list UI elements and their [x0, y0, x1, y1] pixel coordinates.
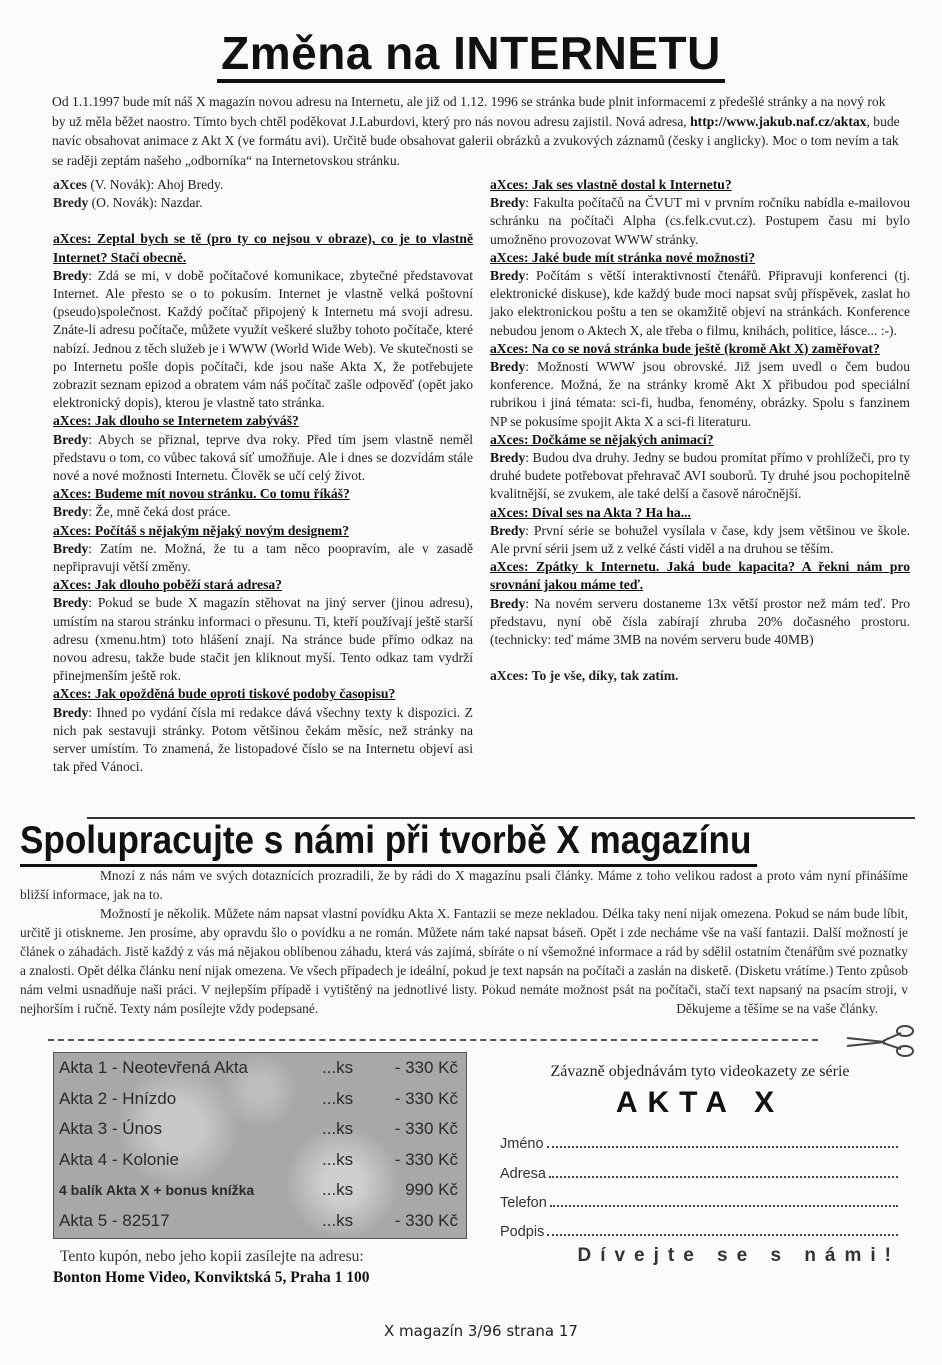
- intro-text: Od 1.1.1997 bude mít náš X magazín novou adresu na Internetu, ale již od 1.12. 1996 se stránka bude plnit informacemi z předešlé stránky a na nový rok by už měla běžet naostro. Tímto bych chtěl poděkovat J.Laburdovi, který pro nás novou adresu zajistil. Nová adresa,: [52, 94, 886, 129]
- speaker: Bredy: [490, 359, 526, 375]
- slogan: Dívejte se s námi!: [577, 1245, 900, 1266]
- question: aXces: Počítáš s nějakým nějaký novým designem?: [53, 522, 350, 538]
- closing-line: aXces: To je vše, díky, tak zatím.: [490, 668, 679, 684]
- answer-text: : Pokud se bude X magazín stěhovat na jiný server (jinou adresu), umístím na starou stránku informaci o přesunu. Ti, kteří používají ještě starší adresu (xmenu.htm) toto hlášení znají. Na stránce bude přímo odkaz na novou adresu, takže bude stačit jen kliknout myší. Tento odkaz tam vydrží přinejmenším ještě rok.: [53, 595, 473, 684]
- interview-left-column: [53, 176, 473, 777]
- speaker: Bredy: [490, 595, 526, 611]
- answer-text: : Zatím ne. Možná, že tu a tam něco poopravím, ale v zasadě nepřipravuji větší změny.: [53, 540, 473, 575]
- question: aXces: Díval ses na Akta ? Ha ha...: [490, 504, 691, 520]
- order-heading: Závazně objednávám tyto videokazety ze série: [550, 1063, 850, 1080]
- article-intro: [52, 92, 902, 170]
- question: aXces: Jak opožděná bude oproti tiskové podoby časopisu?: [53, 686, 396, 702]
- greeting-bredy: [53, 194, 473, 212]
- answer-text: : Fakulta počítačů na ČVUT mi v prvním ročníku nabídla e-mailovou schránku na počítači Alpha (cs.felk.cvut.cz). Postupem času mi bylo umožněno provozovat WWW stránky.: [490, 195, 910, 247]
- spacer: [490, 649, 910, 667]
- answer-text: : Abych se přiznal, teprve dva roky. Před tím jsem vlastně neměl představu o tom, co vůbec taková síť umožňuje. Ale i dnes se dozvídám stále nové a nové možnosti Internetu. Člověk se učí celý život.: [53, 431, 473, 484]
- article-title: [0, 26, 942, 80]
- product-price: - 330 Kč: [394, 1119, 458, 1138]
- answer: [490, 449, 910, 504]
- answer-text: : Ihned po vydání čísla mi redakce dává všechny texty k dispozici. Z nich pak sestavuji stránky. Potom většinou čekám měsíc, než stránky na server umístím. To znamená, že listopadové číslo se na Internetu objeví asi tak před Vánoci.: [53, 704, 473, 775]
- speaker: Bredy: [490, 268, 526, 284]
- product-price: 990 Kč: [405, 1180, 458, 1199]
- question: aXces: Zeptal bych se tě (pro ty co nejsou v obraze), co je to vlastně Internet? Stačí obecně.: [53, 231, 473, 265]
- speaker: Bredy: [490, 522, 526, 538]
- field-line[interactable]: [549, 1175, 898, 1178]
- answer: [53, 594, 473, 685]
- qa-list-right: [490, 176, 910, 649]
- price-row: [54, 1084, 466, 1115]
- intro-text-cont: , bude navíc obsahovat animace z Akt X (ve formátu avi). Určitě bude obsahovat galerii obrázků a zvukových záznamů (česky i anglicky). Moc o tom nevím a tak se raději zeptám našeho „odborníka“ na Internetovskou stránku.: [52, 113, 900, 168]
- product-name: 4 balík Akta X + bonus knížka: [59, 1182, 255, 1198]
- price-list: [53, 1052, 467, 1239]
- field-label: Adresa: [500, 1166, 546, 1182]
- answer: [53, 503, 473, 521]
- interview-right-column: [490, 176, 910, 685]
- speaker: Bredy: [53, 267, 89, 283]
- scissors-icon: [845, 1024, 915, 1058]
- product-name: Akta 3 - Únos: [59, 1119, 162, 1138]
- quantity-blank[interactable]: ...ks: [322, 1210, 354, 1230]
- name-field[interactable]: [500, 1124, 898, 1152]
- product-name: Akta 2 - Hnízdo: [59, 1088, 177, 1108]
- cooperation-body: [20, 866, 908, 1018]
- price-row: [54, 1206, 466, 1237]
- answer-text: : Počítám s větší interaktivností čtenářů. Připravuji konferenci (tj. elektronické diskuse), kde každý bude moci napsat svůj příspěvek, zaslat ho jako elektronickou poštu a ten se okamžitě objeví na stránkách. Konference nebudou jenom o Aktech X, ale třeba o filmu, knihách, politice, lásce... :-).: [490, 268, 910, 338]
- coupon-address: Bonton Home Video, Konviktská 5, Praha 1 100: [53, 1269, 370, 1286]
- greeting-text: (O. Novák): Nazdar.: [88, 195, 203, 211]
- price-row: [54, 1175, 466, 1206]
- price-row: [54, 1114, 466, 1145]
- quantity-blank[interactable]: ...ks: [322, 1119, 354, 1138]
- address-field[interactable]: [500, 1154, 898, 1182]
- price-row: [54, 1145, 466, 1176]
- speaker: Bredy: [490, 450, 526, 466]
- question: aXces: Dočkáme se nějakých animací?: [490, 431, 714, 447]
- product-name: Akta 1 - Neotevřená Akta: [59, 1058, 248, 1077]
- answer-text: : Budou dva druhy. Jedny se budou promítat přímo v prohlížeči, pro ty druhé budete potřebovat přehravač AVI souborů. Ty druhé jsou pochopitelně kvalitnější, se zvukem, ale také delší a časově náročnější.: [490, 450, 910, 502]
- speaker: Bredy: [490, 195, 526, 211]
- question: aXces: Jak dlouho se Internetem zabýváš?: [53, 413, 299, 429]
- speaker: Bredy: [53, 504, 89, 520]
- answer: [490, 595, 910, 650]
- question: aXces: Na co se nová stránka bude ještě (kromě Akt X) zaměřovat?: [490, 340, 880, 356]
- answer-text: : Na novém serveru dostaneme 13x větší prostor než mám teď. Pro představu, nyní obě čísla zabírají zhruba 20% dočasného prostoru. (technicky: teď máme 3MB na novém serveru bude 40MB): [490, 595, 910, 648]
- phone-field[interactable]: [500, 1183, 898, 1211]
- question: aXces: Jaké bude mít stránka nové možnosti?: [490, 249, 756, 265]
- question: aXces: Budeme mít novou stránku. Co tomu říkáš?: [53, 486, 350, 502]
- quantity-blank[interactable]: ...ks: [322, 1180, 354, 1199]
- cut-line: [48, 1039, 818, 1041]
- product-name: Akta 5 - 82517: [59, 1210, 170, 1230]
- spacer: [53, 212, 473, 230]
- cooperation-thanks: Děkujeme a těšíme se na vaše články.: [676, 1001, 878, 1016]
- speaker: Bredy: [53, 704, 89, 720]
- field-line[interactable]: [547, 1145, 898, 1148]
- price-row: [54, 1053, 466, 1084]
- cooperation-title: Spolupracujte s námi při tvorbě X magazínu: [20, 818, 757, 867]
- article-title-text: Změna na INTERNETU: [217, 27, 725, 83]
- speaker: Bredy: [53, 431, 89, 447]
- question: aXces: Zpátky k Internetu. Jaká bude kapacita? A řekni nám pro srovnání jakou máme teď.: [490, 559, 910, 593]
- answer: [53, 704, 473, 777]
- speaker: Bredy: [53, 540, 89, 556]
- cooperation-paragraph-2-text: Možností je několik. Můžete nám napsat vlastní povídku Akta X. Fantazii se meze nekladou. Délka taky není nijak omezena. Pokud se nám bude líbit, určitě ji otiskneme. Jen prosíme, aby opravdu šlo o povídku a ne román. Můžete nám také napsat báseň. Opět i zde necháme vše na vaší fantazii. Další možností je článek o záhadách. Jistě každý z vás má nějakou oblíbenou záhadu, která vás zajímá, sbíráte o ní všemožné informace a rád by sdělil ostatním čtenářům své poznatky a znalosti. Opět délka článku není nijak omezena. Ve všech případech je ideální, pokud je text napsán na počítači a zaslán na disketě. (Disketu vrátíme.) Tento způsob nám velmi usnadňuje naši práci. V nejlepším případě i vytištěný na jednotlivé listy. Pokud nemáte možnost psát na počítači, stačí text napsaný na psacím stroji, v nejhorším i ručně. Texty nám posílejte vždy podepsané.: [20, 906, 908, 1016]
- product-price: - 330 Kč: [394, 1088, 458, 1108]
- answer: [53, 267, 473, 413]
- answer: [53, 540, 473, 576]
- field-label: Jméno: [500, 1136, 544, 1152]
- answer: [490, 194, 910, 249]
- answer-text: : Že, mně čeká dost práce.: [88, 504, 231, 520]
- product-price: - 330 Kč: [394, 1149, 458, 1169]
- quantity-blank[interactable]: ...ks: [322, 1088, 354, 1108]
- answer-text: : Možnosti WWW jsou obrovské. Již jsem uvedl o čem budou konference. Možná, že na stránky kromě Akt X přibudou pod speciální rubrikou i jiná témata: sci-fi, hudba, fenomény, obrázky. Spolu s fanzinem NP se pokusíme spojit Akta X a sci-fi literaturu.: [490, 359, 910, 429]
- field-label: Podpis: [500, 1224, 545, 1240]
- signature-field[interactable]: [500, 1212, 898, 1240]
- product-price: - 330 Kč: [394, 1210, 458, 1230]
- qa-list-left: [53, 230, 473, 776]
- cooperation-paragraph-2: [20, 904, 908, 1018]
- field-line[interactable]: [550, 1204, 898, 1207]
- speaker: Bredy: [53, 195, 89, 211]
- page-footer: X magazín 3/96 strana 17: [384, 1322, 578, 1340]
- answer-text: : Zdá se mi, v době počítačové komunikace, zbytečné představovat Internet. Ale přesto se o to pokusím. Internet je vlastně velká poštovní (pseudo)společnost. Každý počítač připojený k Internetu má svoji adresu. Znáte-li adresu počítače, můžete využít veškeré služby tohoto počítače, které nabízí. Jednou z těch služeb je i WWW (World Wide Web). Ve skutečnosti se po Internetu pošle dopis počítači, kde jsou naše Akta X, že potřebujete zobrazit seznam epizod a obratem vám náš počítač zašle odpověď (opět jako elektronický dopis), kterou je vlastně tato stránka.: [53, 267, 473, 411]
- coupon-send-note: Tento kupón, nebo jeho kopii zasílejte na adresu:: [60, 1248, 364, 1265]
- answer: [53, 431, 473, 486]
- quantity-blank[interactable]: ...ks: [322, 1149, 354, 1169]
- product-price: - 330 Kč: [394, 1058, 458, 1077]
- product-name: Akta 4 - Kolonie: [59, 1149, 180, 1169]
- field-line[interactable]: [547, 1233, 898, 1236]
- speaker: aXces: [53, 177, 87, 192]
- speaker: Bredy: [53, 595, 89, 611]
- field-label: Telefon: [500, 1195, 547, 1211]
- quantity-blank[interactable]: ...ks: [322, 1058, 354, 1077]
- question: aXces: Jak dlouho poběží stará adresa?: [53, 577, 282, 593]
- answer: [490, 358, 910, 431]
- series-title: AKTA X: [615, 1086, 785, 1119]
- answer: [490, 522, 910, 558]
- answer-text: : První série se bohužel vysílala v čase, kdy jsem většinou ve škole. Ale první sérii jsem už z velké části viděl a na druhou se těším.: [490, 522, 910, 557]
- answer: [490, 267, 910, 340]
- question: aXces: Jak ses vlastně dostal k Internetu?: [490, 177, 732, 192]
- cooperation-paragraph-1: Mnozí z nás nám ve svých dotaznících prozradili, že by rádi do X magazínu psali články. Máme z toho velikou radost a proto vám nyní přinášíme bližší informace, jak na to.: [20, 868, 908, 902]
- greeting-text: (V. Novák): Ahoj Bredy.: [86, 177, 224, 192]
- greeting-axces: [53, 176, 473, 194]
- intro-url: http://www.jakub.naf.cz/aktax: [690, 113, 867, 129]
